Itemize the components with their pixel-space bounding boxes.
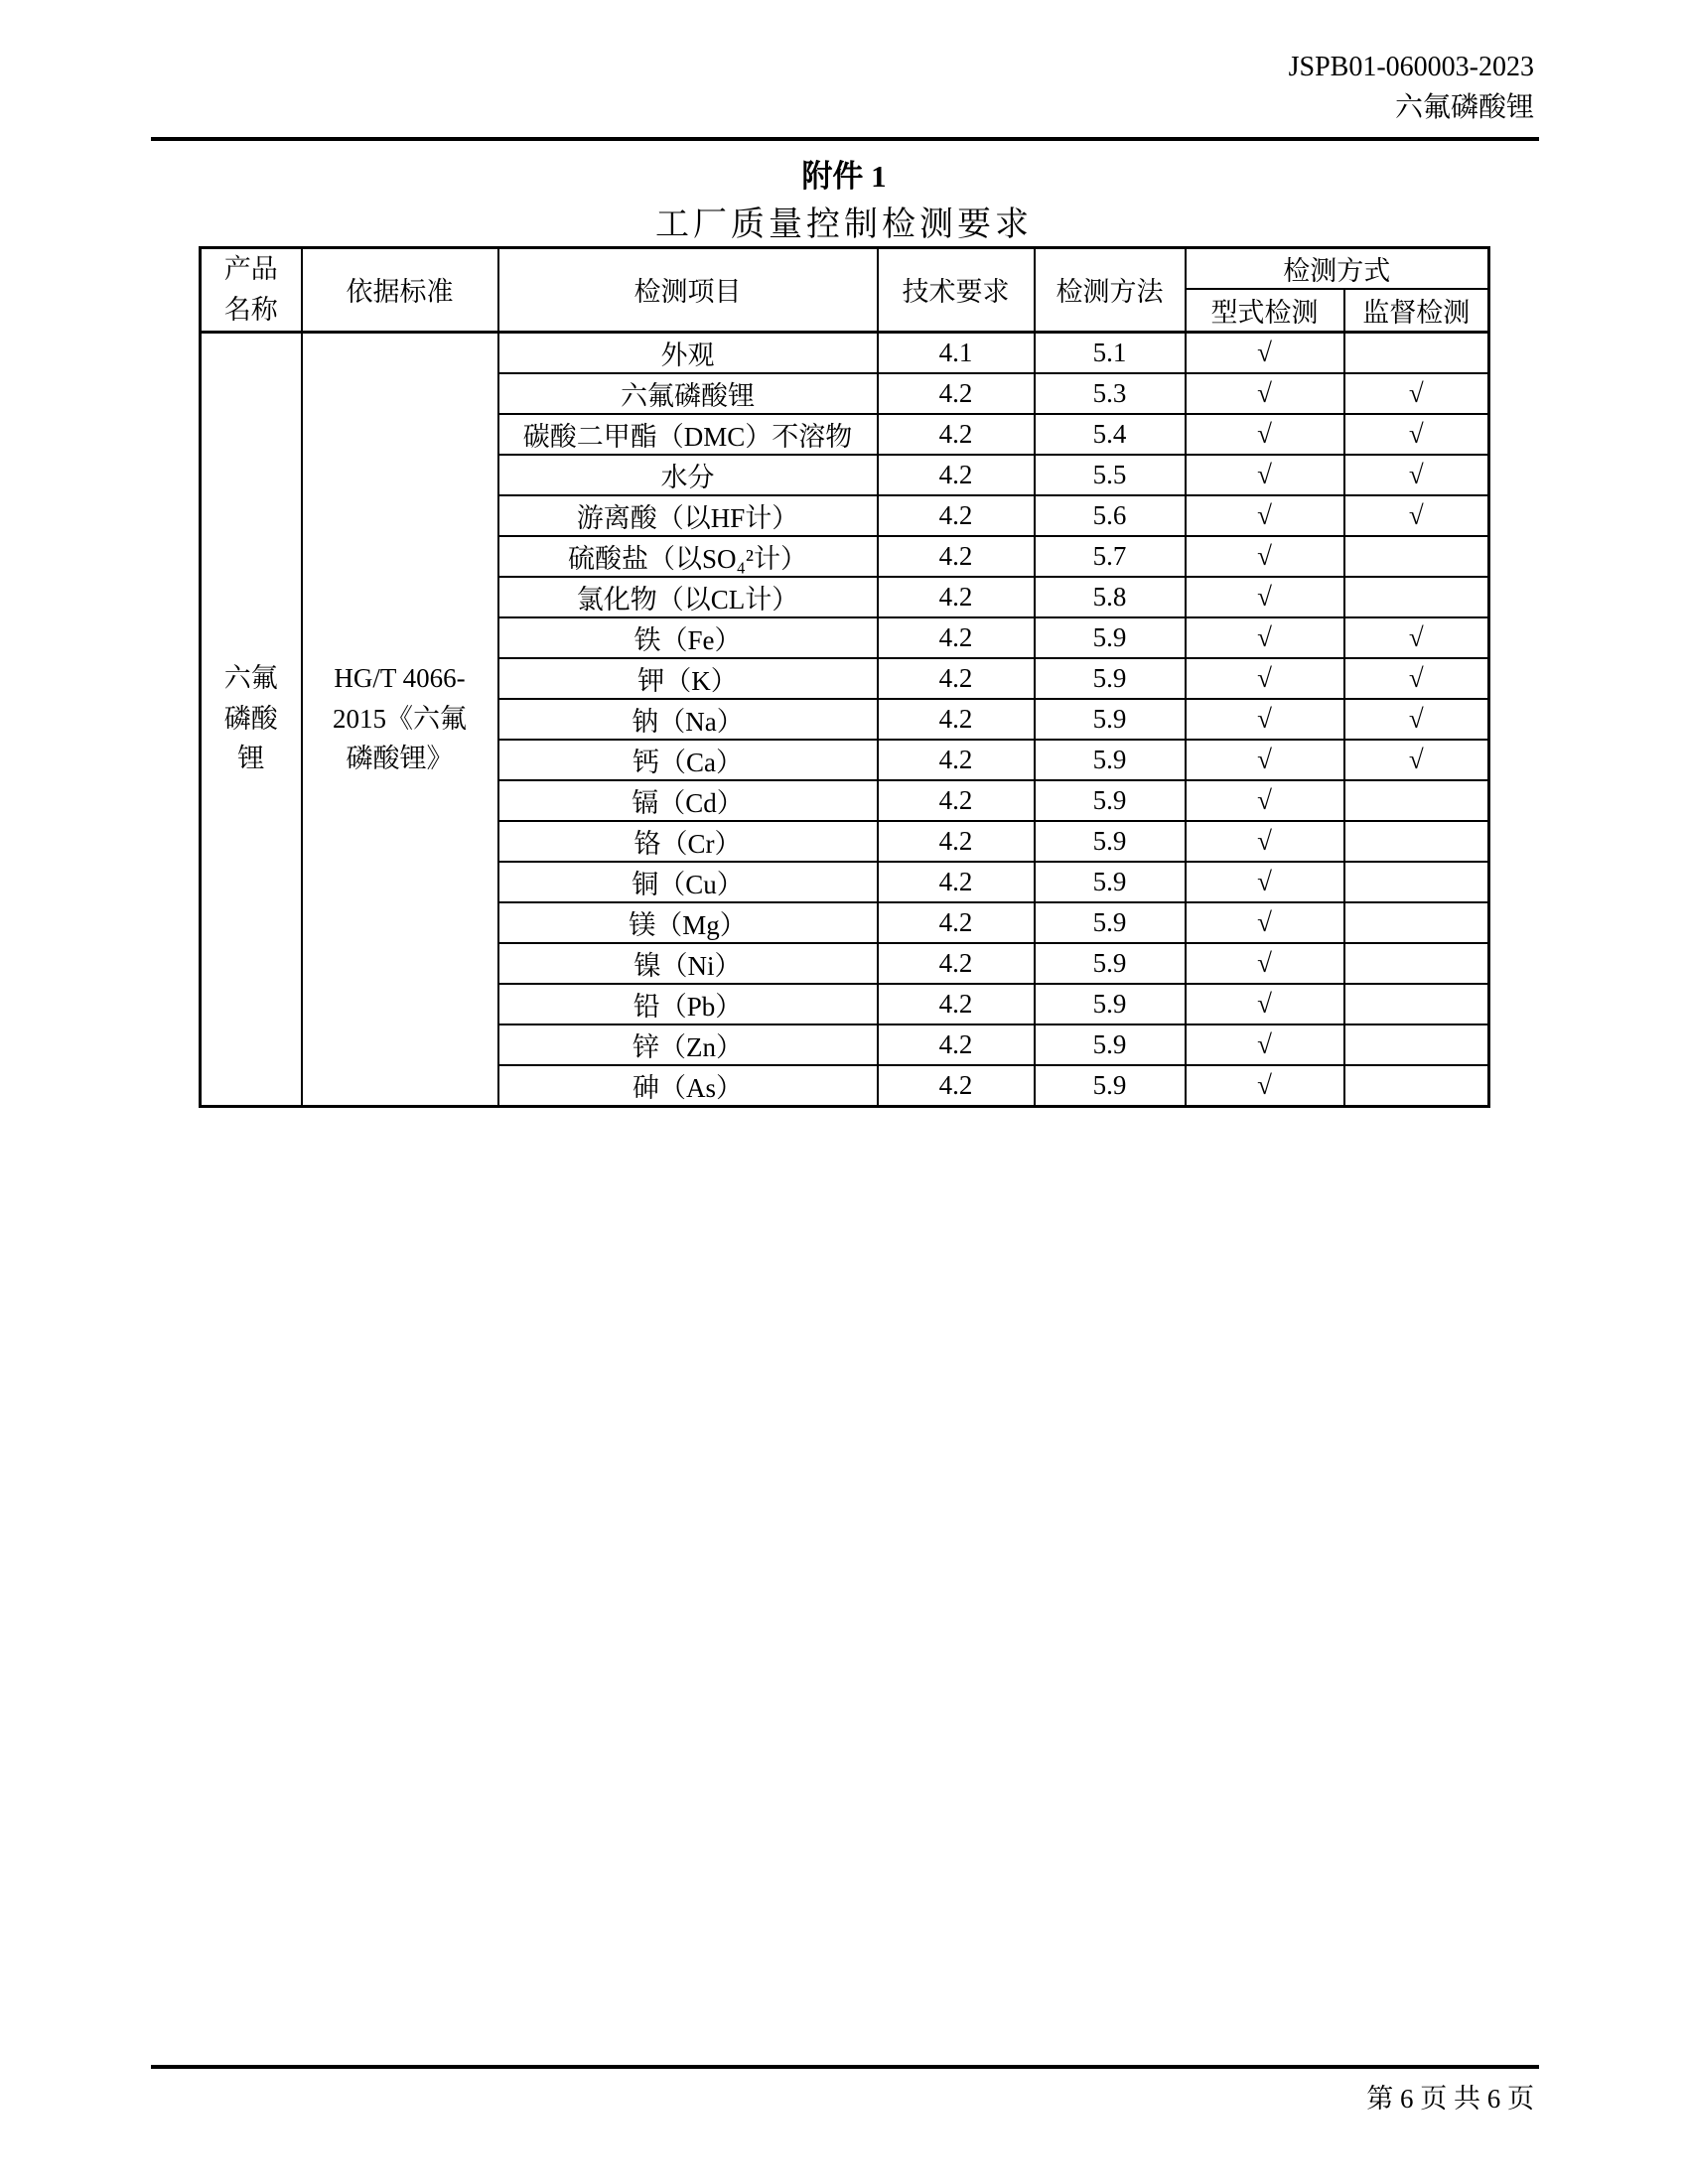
test-item: 砷（As）: [498, 1065, 878, 1107]
header-row-1: [201, 248, 1489, 290]
tech-requirement: 4.2: [878, 821, 1035, 862]
test-method: 5.8: [1035, 577, 1186, 617]
type-test-mark: √: [1186, 780, 1344, 821]
supervision-test-mark: [1344, 780, 1489, 821]
test-method: 5.9: [1035, 862, 1186, 902]
test-item: 锌（Zn）: [498, 1024, 878, 1065]
type-test-mark: √: [1186, 495, 1344, 536]
tech-requirement: 4.2: [878, 699, 1035, 740]
tech-requirement: 4.2: [878, 617, 1035, 658]
test-item: 镉（Cd）: [498, 780, 878, 821]
test-method: 5.3: [1035, 373, 1186, 414]
tech-requirement: 4.2: [878, 1065, 1035, 1107]
test-method: 5.5: [1035, 455, 1186, 495]
test-item: 镁（Mg）: [498, 902, 878, 943]
test-method: 5.6: [1035, 495, 1186, 536]
document-subtitle: 六氟磷酸锂: [1394, 91, 1534, 123]
supervision-test-mark: [1344, 1065, 1489, 1107]
type-test-mark: √: [1186, 373, 1344, 414]
type-test-mark: √: [1186, 699, 1344, 740]
tech-requirement: 4.2: [878, 862, 1035, 902]
type-test-mark: √: [1186, 536, 1344, 577]
standard-cell: HG/T 4066- 2015《六氟 磷酸锂》: [302, 332, 498, 1106]
test-method: 5.9: [1035, 1065, 1186, 1107]
header-standard: 依据标准: [302, 248, 498, 333]
tech-requirement: 4.2: [878, 373, 1035, 414]
type-test-mark: √: [1186, 1024, 1344, 1065]
header-test-method: 检测方法: [1035, 248, 1186, 333]
document-header: [1289, 48, 1534, 128]
type-test-mark: √: [1186, 862, 1344, 902]
table-header: [201, 248, 1489, 333]
header-tech-requirement: 技术要求: [878, 248, 1035, 333]
supervision-test-mark: [1344, 577, 1489, 617]
tech-requirement: 4.2: [878, 943, 1035, 984]
tech-requirement: 4.2: [878, 414, 1035, 455]
type-test-mark: √: [1186, 821, 1344, 862]
tech-requirement: 4.1: [878, 332, 1035, 373]
test-method: 5.9: [1035, 699, 1186, 740]
header-supervision-test: 监督检测: [1344, 289, 1489, 332]
test-item: 六氟磷酸锂: [498, 373, 878, 414]
header-test-item: 检测项目: [498, 248, 878, 333]
supervision-test-mark: [1344, 1024, 1489, 1065]
tech-requirement: 4.2: [878, 984, 1035, 1024]
tech-requirement: 4.2: [878, 740, 1035, 780]
supervision-test-mark: √: [1344, 617, 1489, 658]
supervision-test-mark: √: [1344, 373, 1489, 414]
qc-requirements-table: [199, 246, 1490, 1108]
test-method: 5.7: [1035, 536, 1186, 577]
supervision-test-mark: [1344, 984, 1489, 1024]
type-test-mark: √: [1186, 617, 1344, 658]
type-test-mark: √: [1186, 414, 1344, 455]
test-method: 5.9: [1035, 984, 1186, 1024]
test-method: 5.9: [1035, 617, 1186, 658]
test-item: 铅（Pb）: [498, 984, 878, 1024]
supervision-test-mark: [1344, 821, 1489, 862]
type-test-mark: √: [1186, 943, 1344, 984]
test-item: 镍（Ni）: [498, 943, 878, 984]
product-name-cell: 六氟 磷酸 锂: [201, 332, 302, 1106]
supervision-test-mark: [1344, 536, 1489, 577]
supervision-test-mark: [1344, 862, 1489, 902]
test-item: 碳酸二甲酯（DMC）不溶物: [498, 414, 878, 455]
tech-requirement: 4.2: [878, 455, 1035, 495]
type-test-mark: √: [1186, 1065, 1344, 1107]
page-title: 工厂质量控制检测要求: [655, 206, 1033, 243]
test-method: 5.9: [1035, 821, 1186, 862]
tech-requirement: 4.2: [878, 495, 1035, 536]
test-method: 5.9: [1035, 780, 1186, 821]
test-method: 5.9: [1035, 943, 1186, 984]
test-item: 外观: [498, 332, 878, 373]
test-item: 铜（Cu）: [498, 862, 878, 902]
test-item: 硫酸盐（以SO₄²计）: [498, 536, 878, 577]
supervision-test-mark: √: [1344, 495, 1489, 536]
test-item: 铁（Fe）: [498, 617, 878, 658]
type-test-mark: √: [1186, 984, 1344, 1024]
test-method: 5.9: [1035, 658, 1186, 699]
type-test-mark: √: [1186, 577, 1344, 617]
header-product-name: 产品 名称: [201, 248, 302, 333]
footer-rule: [151, 2065, 1539, 2069]
test-item: 氯化物（以CL计）: [498, 577, 878, 617]
type-test-mark: √: [1186, 455, 1344, 495]
tech-requirement: 4.2: [878, 1024, 1035, 1065]
supervision-test-mark: √: [1344, 699, 1489, 740]
tech-requirement: 4.2: [878, 536, 1035, 577]
test-method: 5.9: [1035, 740, 1186, 780]
test-item: 铬（Cr）: [498, 821, 878, 862]
test-item: 游离酸（以HF计）: [498, 495, 878, 536]
tech-requirement: 4.2: [878, 658, 1035, 699]
tech-requirement: 4.2: [878, 780, 1035, 821]
document-number: JSPB01-060003-2023: [1288, 52, 1534, 82]
supervision-test-mark: [1344, 332, 1489, 373]
page-number: 第 6 页 共 6 页: [1366, 2084, 1534, 2114]
type-test-mark: √: [1186, 902, 1344, 943]
tech-requirement: 4.2: [878, 902, 1035, 943]
test-method: 5.9: [1035, 902, 1186, 943]
type-test-mark: √: [1186, 332, 1344, 373]
supervision-test-mark: [1344, 902, 1489, 943]
header-test-mode: 检测方式: [1186, 248, 1489, 290]
test-item: 钙（Ca）: [498, 740, 878, 780]
supervision-test-mark: [1344, 943, 1489, 984]
test-item: 水分: [498, 455, 878, 495]
header-type-test: 型式检测: [1186, 289, 1344, 332]
supervision-test-mark: √: [1344, 658, 1489, 699]
test-item: 钠（Na）: [498, 699, 878, 740]
supervision-test-mark: √: [1344, 455, 1489, 495]
attachment-label: 附件 1: [801, 159, 887, 194]
test-method: 5.4: [1035, 414, 1186, 455]
supervision-test-mark: √: [1344, 414, 1489, 455]
type-test-mark: √: [1186, 658, 1344, 699]
type-test-mark: √: [1186, 740, 1344, 780]
tech-requirement: 4.2: [878, 577, 1035, 617]
test-item: 钾（K）: [498, 658, 878, 699]
supervision-test-mark: √: [1344, 740, 1489, 780]
test-method: 5.1: [1035, 332, 1186, 373]
header-rule: [151, 137, 1539, 141]
table-row: [201, 332, 1489, 373]
test-method: 5.9: [1035, 1024, 1186, 1065]
